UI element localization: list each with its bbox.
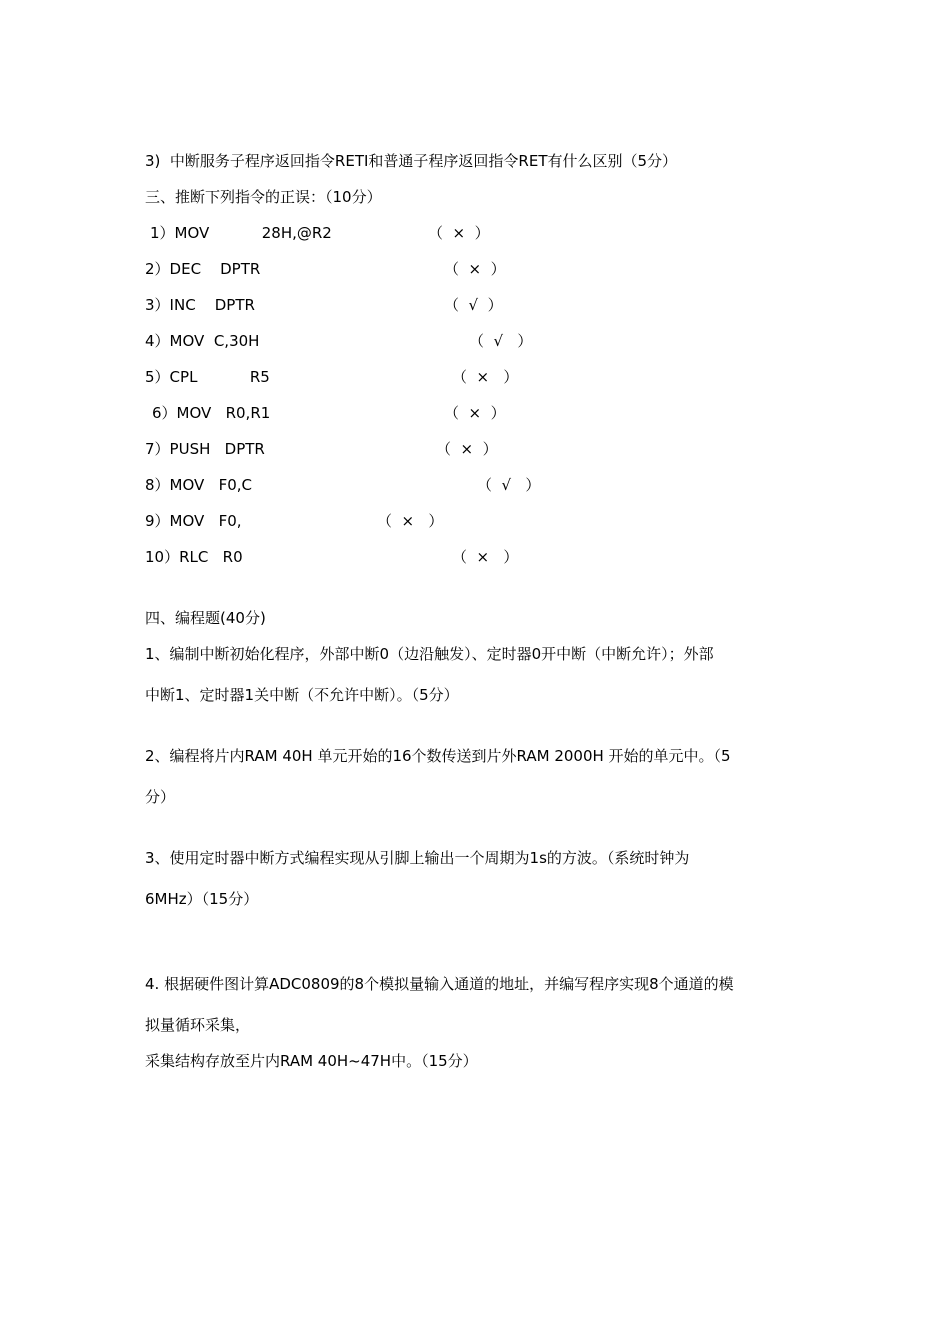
- instruction-item-6: 6）MOV R0,R1: [152, 404, 271, 422]
- judgement-mark-10: （ × ）: [452, 548, 519, 566]
- instruction-item-4: 4）MOV C,30H: [145, 332, 260, 350]
- programming-q3-line2: 6MHz）（15分）: [145, 890, 259, 908]
- instruction-item-3: 3）INC DPTR: [145, 296, 255, 314]
- instruction-item-2: 2）DEC DPTR: [145, 260, 261, 278]
- programming-q1-line2: 中断1、定时器1关中断（不允许中断）。（5分）: [145, 686, 459, 704]
- programming-q3-line1: 3、使用定时器中断方式编程实现从引脚上输出一个周期为1s的方波。（系统时钟为: [145, 849, 690, 867]
- instruction-item-8: 8）MOV F0,C: [145, 476, 253, 494]
- instruction-item-9: 9）MOV F0,: [145, 512, 242, 530]
- judgement-mark-4: （ √ ）: [469, 332, 533, 350]
- programming-q4-line1: 4. 根据硬件图计算ADC0809的8个模拟量输入通道的地址，并编写程序实现8个通道的模: [145, 975, 734, 993]
- instruction-item-1: 1）MOV 28H,@R2: [150, 224, 332, 242]
- question-3-reti-vs-ret: 3) 中断服务子程序返回指令RETI和普通子程序返回指令RET有什么区别（5分）: [145, 152, 678, 170]
- programming-q4-line2: 拟量循环采集，: [145, 1016, 251, 1034]
- judgement-mark-8: （ √ ）: [477, 476, 541, 494]
- judgement-mark-5: （ × ）: [452, 368, 519, 386]
- programming-q4-line3: 采集结构存放至片内RAM 40H~47H中。（15分）: [145, 1052, 478, 1070]
- judgement-mark-2: （ × ）: [444, 260, 506, 278]
- programming-q2-line1: 2、编程将片内RAM 40H 单元开始的16个数传送到片外RAM 2000H 开始的单元中。（5: [145, 747, 731, 765]
- instruction-item-5: 5）CPL R5: [145, 368, 270, 386]
- programming-q2-line2: 分）: [145, 788, 176, 806]
- judgement-mark-6: （ × ）: [444, 404, 506, 422]
- section-3-heading: 三、推断下列指令的正误：（10分）: [145, 188, 382, 206]
- judgement-mark-3: （ √ ）: [444, 296, 503, 314]
- judgement-mark-1: （ × ）: [428, 224, 490, 242]
- judgement-mark-9: （ × ）: [377, 512, 444, 530]
- instruction-item-7: 7）PUSH DPTR: [145, 440, 265, 458]
- section-4-heading: 四、编程题(40分): [145, 609, 266, 627]
- programming-q1-line1: 1、编制中断初始化程序，外部中断0（边沿触发）、定时器0开中断（中断允许）；外部: [145, 645, 714, 663]
- judgement-mark-7: （ × ）: [436, 440, 498, 458]
- instruction-item-10: 10）RLC R0: [145, 548, 243, 566]
